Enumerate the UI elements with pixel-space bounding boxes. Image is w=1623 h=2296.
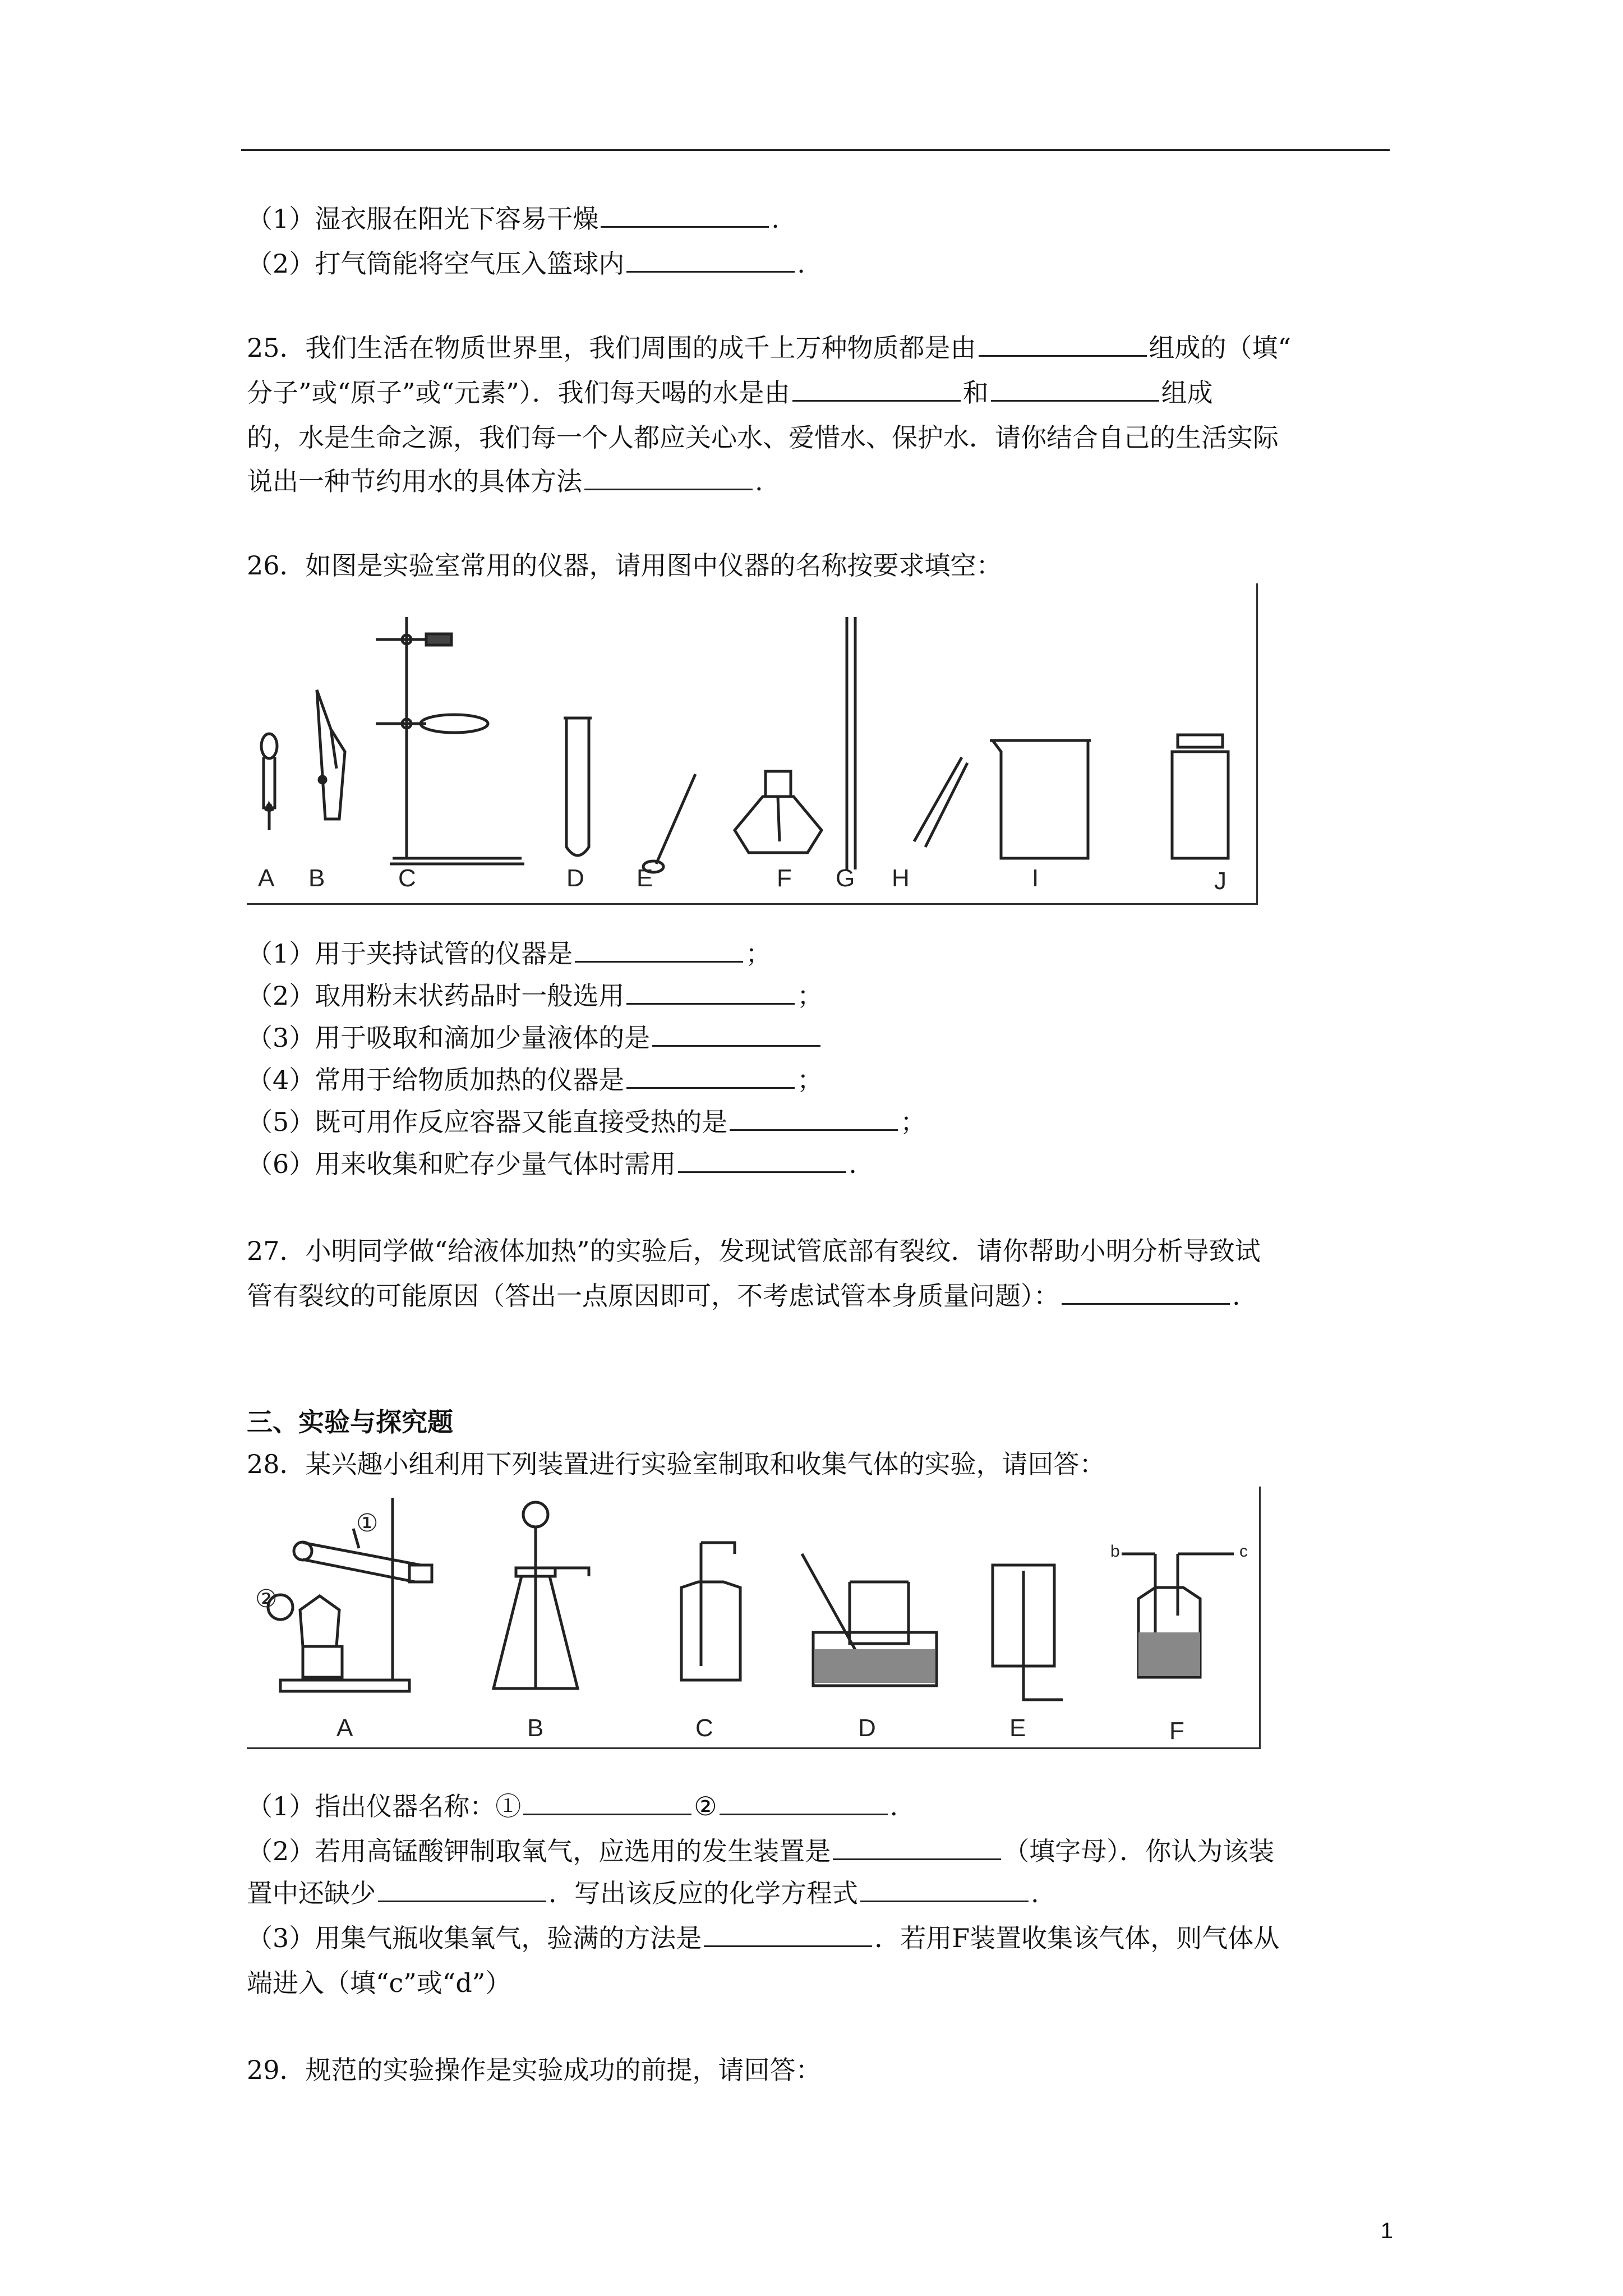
- apparatus-marker-1: ①: [356, 1510, 379, 1537]
- figure-label: C: [398, 864, 416, 892]
- apparatus-marker-2: ②: [255, 1585, 278, 1613]
- figure-label: C: [695, 1714, 713, 1742]
- q27-text: 管有裂纹的可能原因（答出一点原因即可，不考虑试管本身质量问题）：: [247, 1281, 1059, 1311]
- gas-apparatus-figure: [247, 1487, 1261, 1749]
- figure-label: F: [1169, 1717, 1184, 1745]
- q25-text: 组成的（填“: [1149, 333, 1292, 363]
- answer-blank[interactable]: [626, 981, 795, 1005]
- figure-label: D: [566, 864, 584, 892]
- q25-text: 25．我们生活在物质世界里，我们周围的成千上万种物质都是由: [247, 333, 976, 363]
- q26-item-4: [247, 1063, 823, 1097]
- q28-text: 置中还缺少: [247, 1878, 376, 1908]
- q28-text: ②: [694, 1791, 717, 1821]
- answer-blank[interactable]: [792, 378, 961, 402]
- q26-title-text: 26．如图是实验室常用的仪器，请用图中仪器的名称按要求填空：: [247, 550, 1002, 581]
- q24-part2-end: .: [797, 249, 805, 279]
- q26-item-3: [247, 1021, 823, 1055]
- figure-label: J: [1214, 867, 1227, 895]
- q25-text: .: [755, 466, 763, 496]
- lab-instruments-figure: [247, 583, 1258, 905]
- answer-blank[interactable]: [991, 378, 1159, 402]
- q27-text: .: [1232, 1281, 1241, 1311]
- q28-text: （填字母）．你认为该装: [1003, 1836, 1275, 1866]
- figure-label: A: [258, 864, 275, 892]
- q28-text: ．写出该反应的化学方程式: [548, 1878, 858, 1908]
- q26-title: [247, 549, 1002, 582]
- q26-item-1: [247, 937, 771, 970]
- q28-text: ．若用F装置收集该气体，则气体从: [874, 1923, 1280, 1953]
- q24-part2: [247, 247, 805, 280]
- q27-line1: [247, 1234, 1261, 1268]
- q28-sub2-line2: [247, 1876, 1039, 1910]
- answer-blank[interactable]: [833, 1836, 1001, 1860]
- q28-sub3-line1: [247, 1921, 1279, 1955]
- q27-text: 27．小明同学做“给液体加热”的实验后，发现试管底部有裂纹．请你帮助小明分析导致试: [247, 1236, 1261, 1266]
- lab-instruments-illustration: [247, 583, 1256, 903]
- tube-tag-c: c: [1239, 1542, 1248, 1561]
- q26-item-2: [247, 979, 823, 1013]
- section-heading: [247, 1405, 453, 1439]
- q28-title-text: 28．某兴趣小组利用下列装置进行实验室制取和收集气体的实验，请回答：: [247, 1449, 1105, 1479]
- gas-apparatus-illustration: [247, 1487, 1259, 1747]
- q27-line2: [247, 1279, 1241, 1313]
- q29-text: 29．规范的实验操作是实验成功的前提，请回答：: [247, 2055, 822, 2085]
- q26-item-end: ；: [797, 1065, 823, 1095]
- q24-part1-end: .: [771, 204, 780, 234]
- answer-blank[interactable]: [720, 1791, 888, 1815]
- figure-label: D: [858, 1714, 876, 1742]
- page-number: 1: [1380, 2219, 1393, 2243]
- answer-blank[interactable]: [523, 1791, 691, 1815]
- answer-blank[interactable]: [584, 466, 753, 490]
- figure-label: H: [892, 864, 910, 892]
- q26-item-text: （3）用于吸取和滴加少量液体的是: [247, 1023, 651, 1053]
- q28-text: （3）用集气瓶收集氧气，验满的方法是: [247, 1923, 702, 1953]
- figure-label: A: [336, 1714, 353, 1742]
- q26-item-text: （2）取用粉末状药品时一般选用: [247, 981, 625, 1011]
- tube-tag-b: b: [1110, 1542, 1120, 1561]
- q24-part1: [247, 202, 780, 236]
- q25-text: 组成: [1161, 378, 1213, 408]
- q26-item-text: （1）用于夹持试管的仪器是: [247, 938, 573, 969]
- figure-label: F: [777, 864, 792, 892]
- figure-label: I: [1032, 864, 1039, 892]
- answer-blank[interactable]: [704, 1923, 872, 1947]
- answer-blank[interactable]: [378, 1878, 546, 1902]
- q26-item-end: ；: [797, 981, 823, 1011]
- q25-line4: [247, 464, 763, 498]
- q28-sub1: [247, 1789, 898, 1823]
- q25-text: 分子”或“原子”或“元素”）．我们每天喝的水是由: [247, 378, 790, 408]
- q26-item-text: （6）用来收集和贮存少量气体时需用: [247, 1149, 676, 1179]
- figure-label: E: [637, 864, 653, 892]
- q25-text: 和: [962, 378, 989, 408]
- answer-blank[interactable]: [601, 204, 769, 228]
- q28-title: [247, 1447, 1105, 1481]
- q25-line2: [247, 376, 1213, 409]
- q25-line1: [247, 331, 1291, 365]
- q28-text: 端进入（填“c”或“d”）: [247, 1968, 511, 1998]
- q25-text: 说出一种节约用水的具体方法: [247, 466, 582, 496]
- q28-sub3-line2: [247, 1966, 511, 2000]
- q28-sub2-line1: [247, 1834, 1274, 1868]
- q25-line3: [247, 421, 1279, 454]
- q24-part2-text: （2）打气筒能将空气压入篮球内: [247, 249, 625, 279]
- q26-item-5: [247, 1105, 926, 1139]
- q28-text: .: [1031, 1878, 1039, 1908]
- figure-label: B: [308, 864, 325, 892]
- answer-blank[interactable]: [626, 1065, 795, 1089]
- figure-label: G: [836, 864, 855, 892]
- section-heading-text: 三、实验与探究题: [247, 1407, 453, 1437]
- q26-item-text: （4）常用于给物质加热的仪器是: [247, 1065, 625, 1095]
- q26-item-end: ；: [900, 1107, 926, 1137]
- q28-text: （2）若用高锰酸钾制取氧气，应选用的发生装置是: [247, 1836, 831, 1866]
- q29-title: [247, 2053, 822, 2087]
- q26-item-text: （5）既可用作反应容器又能直接受热的是: [247, 1107, 728, 1137]
- q24-part1-text: （1）湿衣服在阳光下容易干燥: [247, 204, 599, 234]
- q26-item-end: ；: [745, 938, 772, 969]
- answer-blank[interactable]: [860, 1878, 1029, 1902]
- q25-text: 的，水是生命之源，我们每一个人都应关心水、爱惜水、保护水．请你结合自己的生活实际: [247, 422, 1279, 453]
- answer-blank[interactable]: [678, 1149, 846, 1173]
- answer-blank[interactable]: [979, 333, 1147, 357]
- answer-blank[interactable]: [1062, 1281, 1230, 1305]
- figure-label: B: [527, 1714, 544, 1742]
- q26-item-6: [247, 1147, 857, 1181]
- q28-text: .: [889, 1791, 898, 1821]
- answer-blank[interactable]: [652, 1023, 820, 1047]
- answer-blank[interactable]: [626, 249, 795, 273]
- answer-blank[interactable]: [730, 1107, 898, 1131]
- figure-label: E: [1009, 1714, 1026, 1742]
- q26-item-end: .: [849, 1149, 857, 1179]
- q28-text: （1）指出仪器名称：①: [247, 1791, 522, 1821]
- answer-blank[interactable]: [575, 938, 743, 963]
- header-rule: [241, 149, 1390, 151]
